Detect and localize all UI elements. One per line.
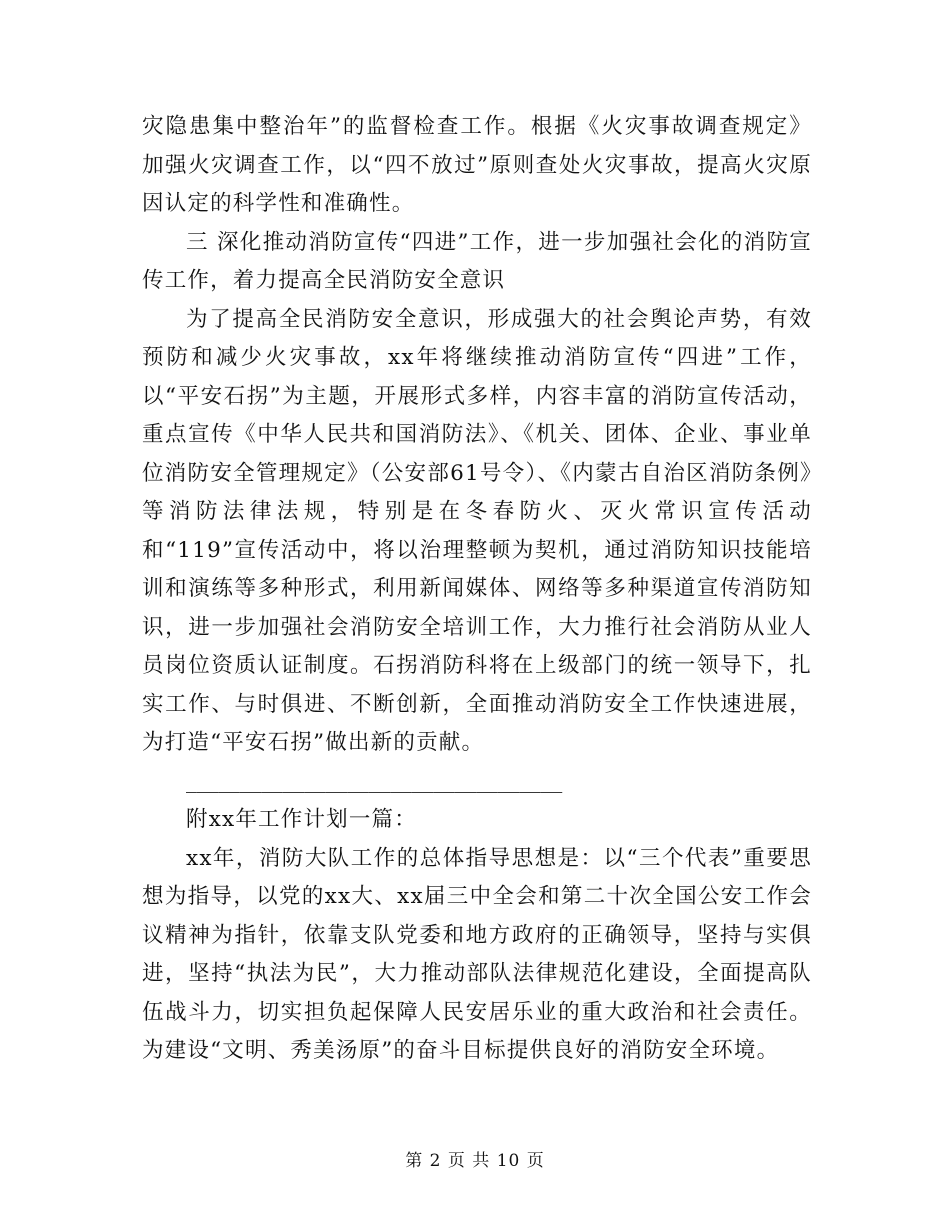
page-number-footer: 第 2 页 共 10 页 (405, 1151, 545, 1171)
document-body (142, 108, 812, 1071)
appendix-heading: 附xx年工作计划一篇： (186, 807, 417, 832)
separator-line: ___________________________________ (186, 768, 563, 794)
section-heading-publicity: 三 深化推动消防宣传“四进”工作，进一步加强社会化的消防宣传工作，着力提高全民消防安全意识 (142, 229, 812, 293)
paragraph-publicity-plan: 为了提高全民消防安全意识，形成强大的社会舆论声势，有效预防和减少火灾事故，xx年将继续推动消防宣传“四进”工作，以“平安石拐”为主题，开展形式多样，内容丰富的消防宣传活动，重点宣传《中华人民共和国消防法》、《机关、团体、企业、事业单位消防安全管理规定》（公安部61号令）、《内蒙古自治区消防条例》等消防法律法规，特别是在冬春防火、灭火常识宣传活动和“119”宣传活动中，将以治理整顿为契机，通过消防知识技能培训和演练等多种形式，利用新闻媒体、网络等多种渠道宣传消防知识，进一步加强社会消防安全培训工作，大力推行社会消防从业人员岗位资质认证制度。石拐消防科将在上级部门的统一领导下，扎实工作、与时俱进、不断创新，全面推动消防安全工作快速进展，为打造“平安石拐”做出新的贡献。 (142, 306, 812, 755)
paragraph-fire-investigation: 灾隐患集中整治年”的监督检查工作。根据《火灾事故调查规定》加强火灾调查工作，以“四不放过”原则查处火灾事故，提高火灾原因认定的科学性和准确性。 (142, 114, 812, 216)
paragraph-guiding-thought: xx年，消防大队工作的总体指导思想是：以“三个代表”重要思想为指导，以党的xx大、xx届三中全会和第二十次全国公安工作会议精神为指针，依靠支队党委和地方政府的正确领导，坚持与实俱进，坚持“执法为民”，大力推动部队法律规范化建设，全面提高队伍战斗力，切实担负起保障人民安居乐业的重大政治和社会责任。为建设“文明、秀美汤原”的奋斗目标提供良好的消防安全环境。 (142, 845, 812, 1063)
